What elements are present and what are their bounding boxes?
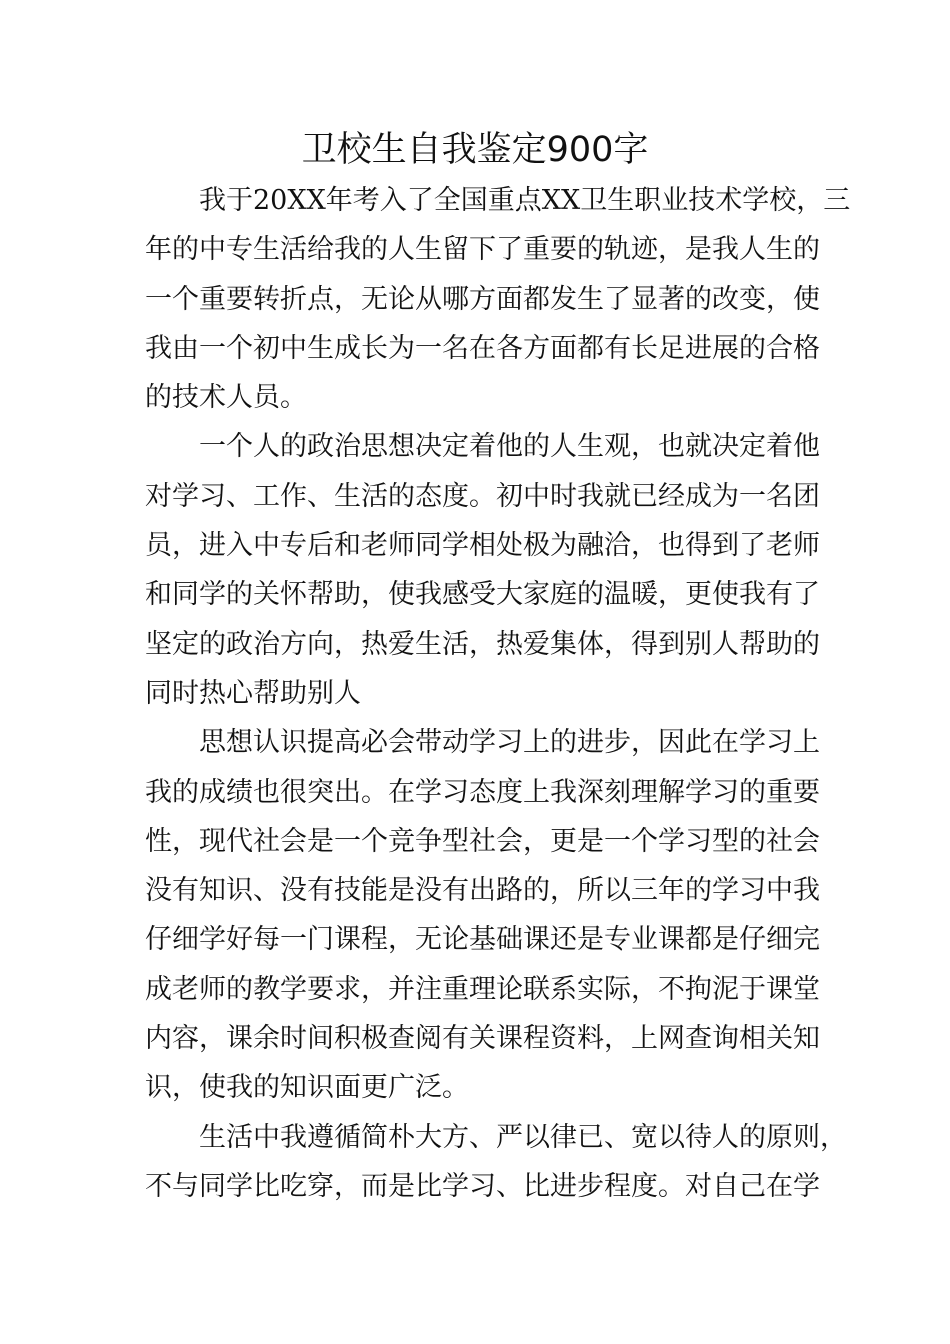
paragraph-2-line-2: 对学习、工作、生活的态度。初中时我就已经成为一名团: [145, 480, 820, 512]
paragraph-4-line-1: 生活中我遵循简朴大方、严以律已、宽以待人的原则，: [199, 1121, 847, 1153]
paragraph-2-line-3: 员，进入中专后和老师同学相处极为融洽，也得到了老师: [145, 530, 820, 562]
paragraph-2-line-1: 一个人的政治思想决定着他的人生观，也就决定着他: [199, 431, 820, 463]
paragraph-1-line-1: 我于20XX年考入了全国重点XX卫生职业技术学校，三: [199, 185, 851, 216]
paragraph-1-line-3: 一个重要转折点，无论从哪方面都发生了显著的改变，使: [145, 283, 820, 315]
paragraph-3-line-7: 内容，课余时间积极查阅有关课程资料，上网查询相关知: [145, 1023, 820, 1055]
paragraph-4-line-2: 不与同学比吃穿，而是比学习、比进步程度。对自己在学: [145, 1170, 820, 1202]
paragraph-3-line-4: 没有知识、没有技能是没有出路的，所以三年的学习中我: [145, 875, 820, 907]
paragraph-3-line-8: 识，使我的知识面更广泛。: [145, 1072, 469, 1104]
document-title: 卫校生自我鉴定900字: [301, 130, 649, 170]
paragraph-1-line-4: 我由一个初中生成长为一名在各方面都有长足进展的合格: [145, 332, 820, 364]
paragraph-2-line-6: 同时热心帮助别人: [145, 677, 361, 709]
paragraph-3-line-3: 性，现代社会是一个竞争型社会，更是一个学习型的社会: [145, 825, 820, 857]
paragraph-3-line-5: 仔细学好每一门课程，无论基础课还是专业课都是仔细完: [145, 924, 820, 956]
paragraph-3-line-2: 我的成绩也很突出。在学习态度上我深刻理解学习的重要: [145, 776, 820, 808]
paragraph-2-line-4: 和同学的关怀帮助，使我感受大家庭的温暖，更使我有了: [145, 579, 820, 611]
paragraph-1-line-2: 年的中专生活给我的人生留下了重要的轨迹，是我人生的: [145, 234, 820, 266]
paragraph-1-line-5: 的技术人员。: [145, 382, 307, 414]
paragraph-3-line-6: 成老师的教学要求，并注重理论联系实际，不拘泥于课堂: [145, 973, 820, 1005]
document-body: [145, 176, 851, 1211]
paragraph-2-line-5: 坚定的政治方向，热爱生活，热爱集体，得到别人帮助的: [145, 628, 820, 660]
paragraph-3-line-1: 思想认识提高必会带动学习上的进步，因此在学习上: [199, 727, 820, 759]
